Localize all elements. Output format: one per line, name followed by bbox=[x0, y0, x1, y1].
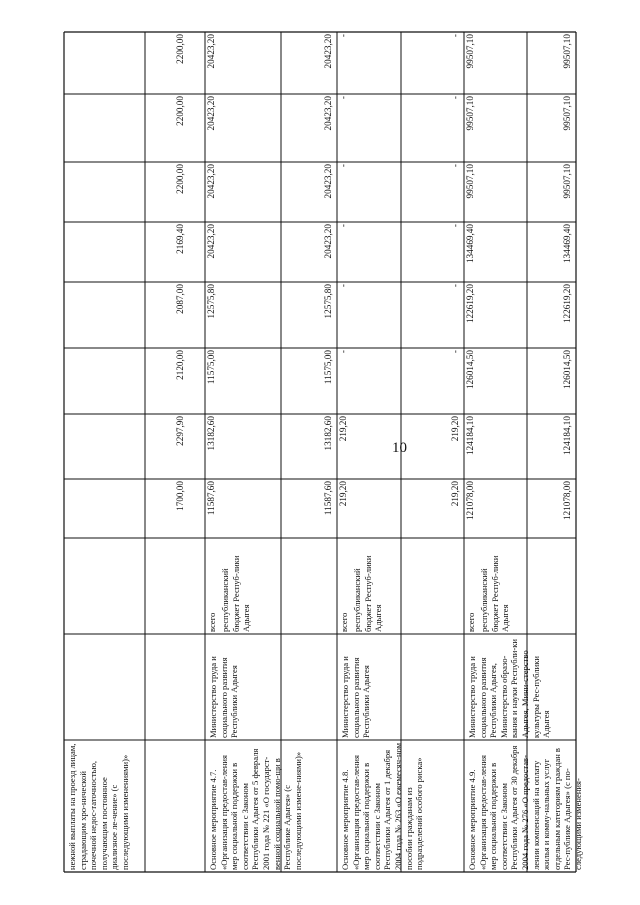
value-8-cell bbox=[338, 32, 351, 94]
value-3-cell bbox=[175, 348, 189, 414]
source-budget: республиканский бюджет Респуб-лики Адыгея bbox=[479, 555, 511, 632]
value-7: 99507,10 bbox=[562, 96, 572, 131]
value-3: 126014,50 bbox=[465, 350, 475, 390]
value-8-cell bbox=[323, 32, 336, 94]
value-7-cell bbox=[465, 94, 478, 162]
value-7: - bbox=[338, 96, 348, 100]
value-1-cell bbox=[206, 479, 219, 538]
value-2-cell bbox=[206, 414, 219, 479]
value-4: 122619,20 bbox=[465, 284, 475, 324]
source-budget-cell bbox=[478, 538, 575, 634]
value-3: - bbox=[450, 350, 460, 354]
value-8-cell bbox=[450, 32, 463, 94]
value-5: 20423,20 bbox=[206, 224, 216, 259]
value-6: 20423,20 bbox=[206, 164, 216, 199]
measure-name: нежной выплаты на проезд лицам, страдающим хро-нической почечной недос-таточностью, получающим постоянное диализное ле-чение» (с последующими изменениями)» bbox=[67, 743, 130, 870]
value-2: 124184,10 bbox=[562, 416, 572, 456]
value-3: 11575,00 bbox=[206, 350, 216, 385]
value-5-cell bbox=[450, 222, 463, 282]
value-2-cell bbox=[175, 414, 189, 479]
value-8: 99507,10 bbox=[562, 34, 572, 69]
value-2: 13182,60 bbox=[323, 416, 333, 451]
value-4-cell bbox=[562, 282, 575, 348]
measure-name-cell bbox=[207, 740, 336, 872]
source-budget-cell bbox=[219, 538, 336, 634]
executor-name: Министерство труда и социального развития Республики Адыгея bbox=[340, 656, 372, 738]
value-5: 20423,20 bbox=[323, 224, 333, 259]
value-3: 126014,50 bbox=[562, 350, 572, 390]
source-total-cell bbox=[206, 538, 219, 634]
value-4-cell bbox=[323, 282, 336, 348]
value-7: 2200,00 bbox=[175, 96, 185, 126]
value-5: 134469,40 bbox=[465, 224, 475, 264]
value-3: 11575,00 bbox=[323, 350, 333, 385]
value-4-cell bbox=[338, 282, 351, 348]
executor-name-cell bbox=[339, 634, 463, 740]
value-7-cell bbox=[175, 94, 189, 162]
value-1: 219,20 bbox=[338, 481, 348, 507]
value-7-cell bbox=[338, 94, 351, 162]
value-2-cell bbox=[562, 414, 575, 479]
value-5-cell bbox=[562, 222, 575, 282]
value-4-cell bbox=[465, 282, 478, 348]
source-budget: республиканский бюджет Респуб-лики Адыгея bbox=[352, 555, 384, 632]
executor-name-cell bbox=[207, 634, 336, 740]
value-6: 2200,00 bbox=[175, 164, 185, 194]
value-8-cell bbox=[175, 32, 189, 94]
value-8: 20423,20 bbox=[206, 34, 216, 69]
measure-name: Основное мероприятие 4.8. «Организация предостав-ления мер социальной поддержки в соответствии с Законом Республики Адыгея от 1 декабря 2004 года № 263 «О ежемесяч-ном пособии гражданам из подразделений особого риска» bbox=[340, 742, 425, 870]
value-6: - bbox=[450, 164, 460, 168]
value-2-cell bbox=[450, 414, 463, 479]
value-1: 219,20 bbox=[450, 481, 460, 507]
executor-name: Министерство труда и социального развития Республики Адыгея bbox=[208, 656, 240, 738]
source-total: всего bbox=[339, 612, 349, 632]
value-1: 1700,00 bbox=[175, 481, 185, 511]
value-3-cell bbox=[323, 348, 336, 414]
value-7: 20423,20 bbox=[323, 96, 333, 131]
value-1-cell bbox=[562, 479, 575, 538]
budget-table bbox=[64, 32, 583, 872]
value-1-cell bbox=[465, 479, 478, 538]
value-1: 11587,60 bbox=[206, 481, 216, 516]
measure-name-cell bbox=[339, 740, 463, 872]
value-5: 134469,40 bbox=[562, 224, 572, 264]
value-1: 11587,60 bbox=[323, 481, 333, 516]
measure-name-cell bbox=[66, 740, 204, 872]
value-6-cell bbox=[206, 162, 219, 222]
value-5: - bbox=[338, 224, 348, 228]
value-4: - bbox=[338, 284, 348, 288]
value-3-cell bbox=[206, 348, 219, 414]
measure-name-cell bbox=[466, 740, 583, 872]
value-7-cell bbox=[206, 94, 219, 162]
value-5-cell bbox=[323, 222, 336, 282]
source-total-cell bbox=[465, 538, 478, 634]
value-6: 99507,10 bbox=[465, 164, 475, 199]
value-3-cell bbox=[465, 348, 478, 414]
value-5-cell bbox=[338, 222, 351, 282]
value-3-cell bbox=[450, 348, 463, 414]
value-8-cell bbox=[206, 32, 219, 94]
value-6-cell bbox=[175, 162, 189, 222]
value-4: 2087,00 bbox=[175, 284, 185, 314]
value-5-cell bbox=[175, 222, 189, 282]
value-8: - bbox=[338, 34, 348, 38]
value-7-cell bbox=[323, 94, 336, 162]
value-2: 13182,60 bbox=[206, 416, 216, 451]
value-6-cell bbox=[338, 162, 351, 222]
value-2-cell bbox=[338, 414, 351, 479]
value-2: 219,20 bbox=[450, 416, 460, 442]
value-1: 121078,00 bbox=[562, 481, 572, 521]
value-3-cell bbox=[562, 348, 575, 414]
value-5: - bbox=[450, 224, 460, 228]
value-8: - bbox=[450, 34, 460, 38]
value-1-cell bbox=[323, 479, 336, 538]
value-4: 12575,80 bbox=[206, 284, 216, 319]
value-3: - bbox=[338, 350, 348, 354]
value-2-cell bbox=[323, 414, 336, 479]
executor-name: Министерство труда и социального развития Республики Адыгея, Министерство образо-вания и науки Республи-ки Адыгея, Мини-стерство культуры Рес-публики Адыгея bbox=[467, 639, 552, 738]
value-4-cell bbox=[175, 282, 189, 348]
executor-name-cell bbox=[466, 634, 575, 740]
value-1-cell bbox=[450, 479, 463, 538]
source-total: всего bbox=[207, 612, 217, 632]
value-3-cell bbox=[338, 348, 351, 414]
value-7: 20423,20 bbox=[206, 96, 216, 131]
value-2: 124184,10 bbox=[465, 416, 475, 456]
value-1-cell bbox=[175, 479, 189, 538]
value-6: 99507,10 bbox=[562, 164, 572, 199]
value-6-cell bbox=[450, 162, 463, 222]
value-1: 121078,00 bbox=[465, 481, 475, 521]
measure-name: Основное мероприятие 4.9. «Организация предостав-ления мер социальной поддержки в соответствии с Законом Республики Адыгея от 30 декабря 2004 года № 276 «О предостав-лении компенсаций на оплату жилья и комму-нальных услуг отдельным категориям граждан в Рес-публике Адыгея» (с по-следующими изменения- bbox=[467, 745, 583, 870]
value-5-cell bbox=[206, 222, 219, 282]
value-8: 20423,20 bbox=[323, 34, 333, 69]
value-1-cell bbox=[338, 479, 351, 538]
value-7-cell bbox=[562, 94, 575, 162]
value-4-cell bbox=[206, 282, 219, 348]
page-number: 10 bbox=[392, 440, 407, 456]
source-total: всего bbox=[466, 612, 476, 632]
value-4: 12575,80 bbox=[323, 284, 333, 319]
value-4-cell bbox=[450, 282, 463, 348]
value-6: 20423,20 bbox=[323, 164, 333, 199]
value-7: 99507,10 bbox=[465, 96, 475, 131]
value-5: 2169,40 bbox=[175, 224, 185, 254]
value-5-cell bbox=[465, 222, 478, 282]
source-budget: республиканский бюджет Респуб-лики Адыгея bbox=[220, 555, 252, 632]
value-7: - bbox=[450, 96, 460, 100]
value-4: - bbox=[450, 284, 460, 288]
value-8: 99507,10 bbox=[465, 34, 475, 69]
value-7-cell bbox=[450, 94, 463, 162]
value-8-cell bbox=[465, 32, 478, 94]
value-8: 2200,00 bbox=[175, 34, 185, 64]
value-3: 2120,00 bbox=[175, 350, 185, 380]
value-6-cell bbox=[323, 162, 336, 222]
value-2: 219,20 bbox=[338, 416, 348, 442]
value-4: 122619,20 bbox=[562, 284, 572, 324]
value-6-cell bbox=[562, 162, 575, 222]
value-2-cell bbox=[465, 414, 478, 479]
source-total-cell bbox=[338, 538, 351, 634]
value-6: - bbox=[338, 164, 348, 168]
measure-name: Основное мероприятие 4.7. «Организация предостав-ления мер социальной поддержки в соответствии с Законом Республики Адыгея от 5 февраля 2001 года № 221 «О государст-венной социальной помо-щи в Республике Адыгея» (с последующими измене-ниями)» bbox=[208, 748, 303, 870]
value-6-cell bbox=[465, 162, 478, 222]
value-8-cell bbox=[562, 32, 575, 94]
source-budget-cell bbox=[351, 538, 463, 634]
value-2: 2297,90 bbox=[175, 416, 185, 446]
